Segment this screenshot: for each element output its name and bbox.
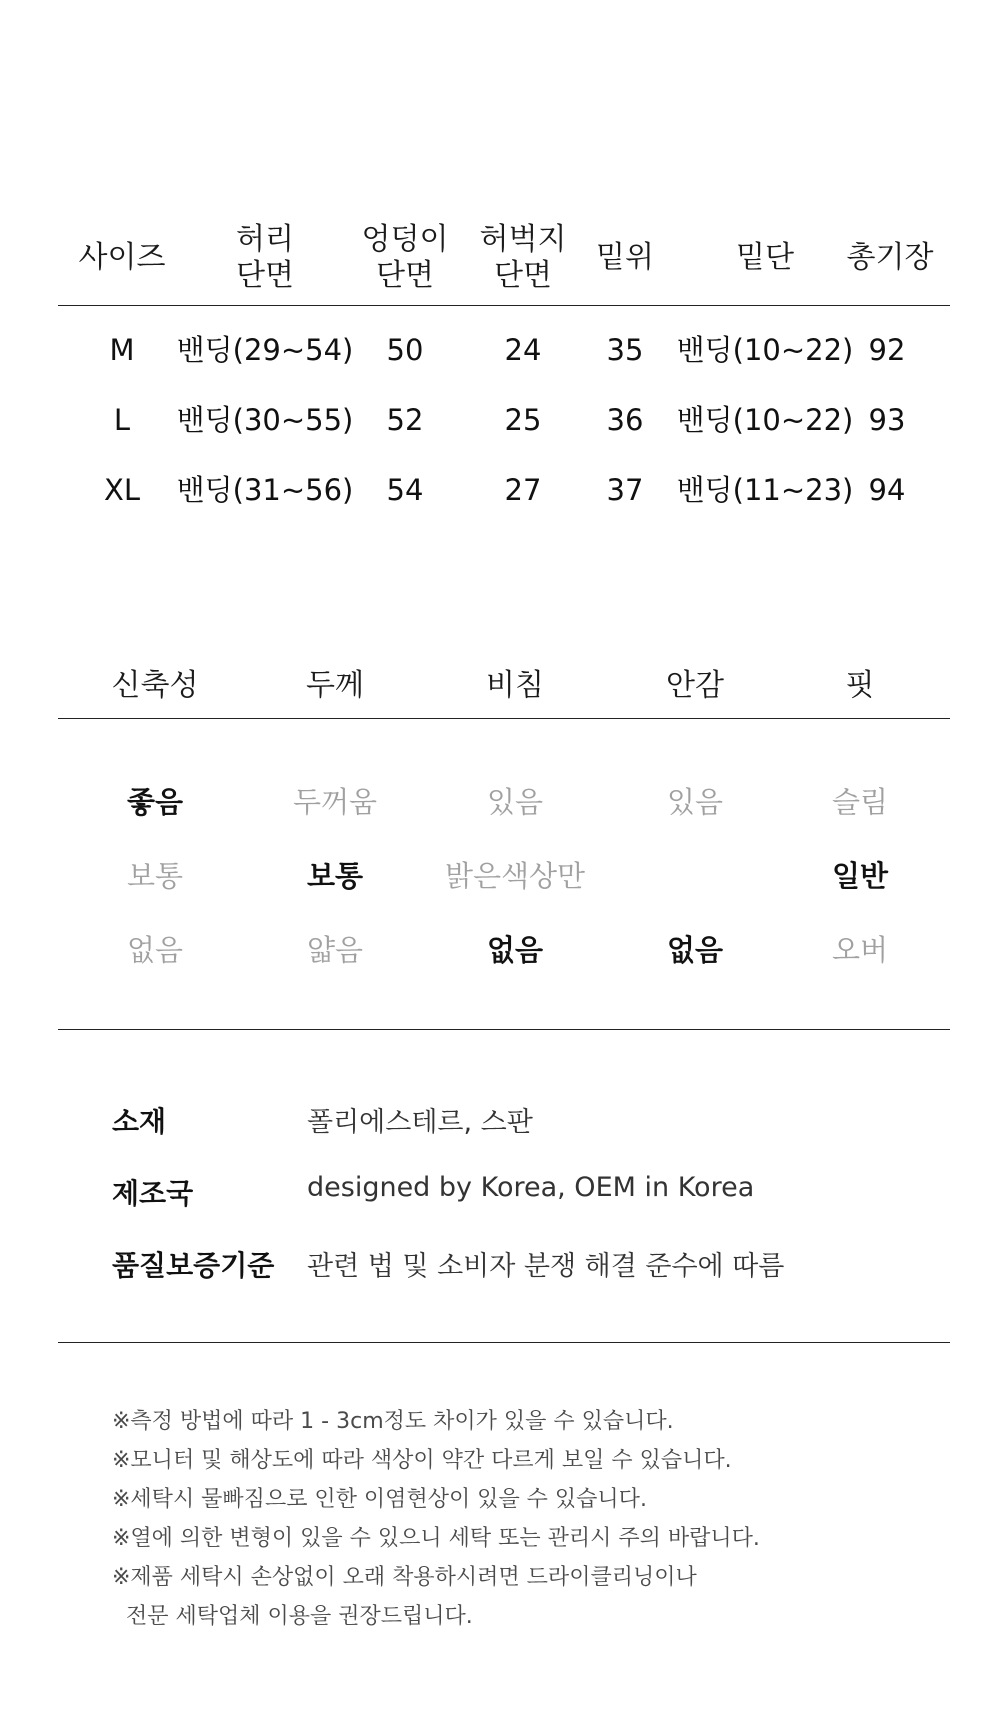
hem-cell: 밴딩(10~22) bbox=[676, 403, 854, 437]
size-header-length bbox=[830, 240, 950, 276]
thigh-cell: 25 bbox=[504, 403, 542, 437]
rise-cell: 36 bbox=[606, 403, 644, 437]
rise-cell: 35 bbox=[606, 333, 644, 367]
size-header-size bbox=[62, 240, 182, 276]
fabric-header-lining: 안감 bbox=[666, 668, 724, 703]
hip-cell: 52 bbox=[386, 403, 424, 437]
fabric-option: 얇음 bbox=[306, 933, 364, 967]
waist-cell: 밴딩(29~54) bbox=[176, 333, 354, 367]
fabric-option: 오버 bbox=[831, 933, 889, 967]
info-value-origin: designed by Korea, OEM in Korea bbox=[307, 1172, 755, 1203]
size-header-line1: 밑위 bbox=[596, 240, 654, 275]
hip-cell: 54 bbox=[386, 473, 424, 507]
length-cell: 92 bbox=[868, 333, 906, 367]
note-line: ※제품 세탁시 손상없이 오래 착용하시려면 드라이클리닝이나 bbox=[112, 1565, 697, 1590]
note-line: ※열에 의한 변형이 있을 수 있으니 세탁 또는 관리시 주의 바랍니다. bbox=[112, 1526, 760, 1551]
fabric-option: 있음 bbox=[666, 785, 724, 819]
rise-cell: 37 bbox=[606, 473, 644, 507]
hem-cell: 밴딩(11~23) bbox=[676, 473, 854, 507]
hem-cell: 밴딩(10~22) bbox=[676, 333, 854, 367]
length-cell: 93 bbox=[868, 403, 906, 437]
fabric-option: 슬림 bbox=[831, 785, 889, 819]
waist-cell: 밴딩(30~55) bbox=[176, 403, 354, 437]
size-table-header-divider bbox=[58, 305, 950, 306]
size-header-waist bbox=[200, 222, 330, 294]
info-value-warranty: 관련 법 및 소비자 분쟁 해결 준수에 따름 bbox=[307, 1251, 785, 1282]
fabric-option: 있음 bbox=[486, 785, 544, 819]
waist-cell: 밴딩(31~56) bbox=[176, 473, 354, 507]
fabric-option: 일반 bbox=[831, 859, 889, 893]
note-line: 전문 세탁업체 이용을 권장드립니다. bbox=[112, 1604, 473, 1629]
size-header-line1: 허리 bbox=[236, 222, 294, 257]
fabric-header-thickness: 두께 bbox=[306, 668, 364, 703]
info-value-material: 폴리에스테르, 스판 bbox=[307, 1107, 533, 1138]
fabric-option: 없음 bbox=[666, 933, 724, 967]
fabric-option: 밝은색상만 bbox=[444, 859, 586, 893]
fabric-table-bottom-divider bbox=[58, 1029, 950, 1030]
fabric-option: 좋음 bbox=[126, 785, 184, 819]
size-header-line1: 밑단 bbox=[736, 240, 794, 275]
size-header-line1: 허벅지 bbox=[479, 222, 567, 257]
size-header-line2: 단면 bbox=[494, 258, 552, 293]
fabric-option: 없음 bbox=[486, 933, 544, 967]
info-label-origin: 제조국 bbox=[112, 1177, 194, 1210]
size-cell: M bbox=[109, 333, 135, 367]
note-line: ※측정 방법에 따라 1 - 3cm정도 차이가 있을 수 있습니다. bbox=[112, 1409, 674, 1434]
thigh-cell: 27 bbox=[504, 473, 542, 507]
fabric-header-sheerness: 비침 bbox=[486, 668, 544, 703]
fabric-option: 없음 bbox=[126, 933, 184, 967]
size-header-line1: 사이즈 bbox=[78, 240, 166, 275]
note-line: ※세탁시 물빠짐으로 인한 이염현상이 있을 수 있습니다. bbox=[112, 1487, 647, 1512]
info-label-warranty: 품질보증기준 bbox=[112, 1249, 275, 1282]
size-header-line1: 총기장 bbox=[846, 240, 934, 275]
fabric-option: 두꺼움 bbox=[292, 785, 378, 819]
info-label-material: 소재 bbox=[112, 1105, 167, 1138]
fabric-table-header-divider bbox=[58, 718, 950, 719]
fabric-header-fit: 핏 bbox=[845, 668, 875, 703]
thigh-cell: 24 bbox=[504, 333, 542, 367]
size-header-line2: 단면 bbox=[376, 258, 434, 293]
size-cell: L bbox=[113, 403, 131, 437]
fabric-option: 보통 bbox=[306, 859, 364, 893]
size-header-rise bbox=[570, 240, 680, 276]
size-header-hem bbox=[700, 240, 830, 276]
hip-cell: 50 bbox=[386, 333, 424, 367]
fabric-header-stretch: 신축성 bbox=[111, 668, 199, 703]
fabric-option: 보통 bbox=[126, 859, 184, 893]
size-header-hip bbox=[340, 222, 470, 294]
size-header-line1: 엉덩이 bbox=[361, 222, 449, 257]
size-cell: XL bbox=[103, 473, 141, 507]
size-header-line2: 단면 bbox=[236, 258, 294, 293]
info-bottom-divider bbox=[58, 1342, 950, 1343]
size-header-thigh bbox=[458, 222, 588, 294]
length-cell: 94 bbox=[868, 473, 906, 507]
note-line: ※모니터 및 해상도에 따라 색상이 약간 다르게 보일 수 있습니다. bbox=[112, 1448, 732, 1473]
